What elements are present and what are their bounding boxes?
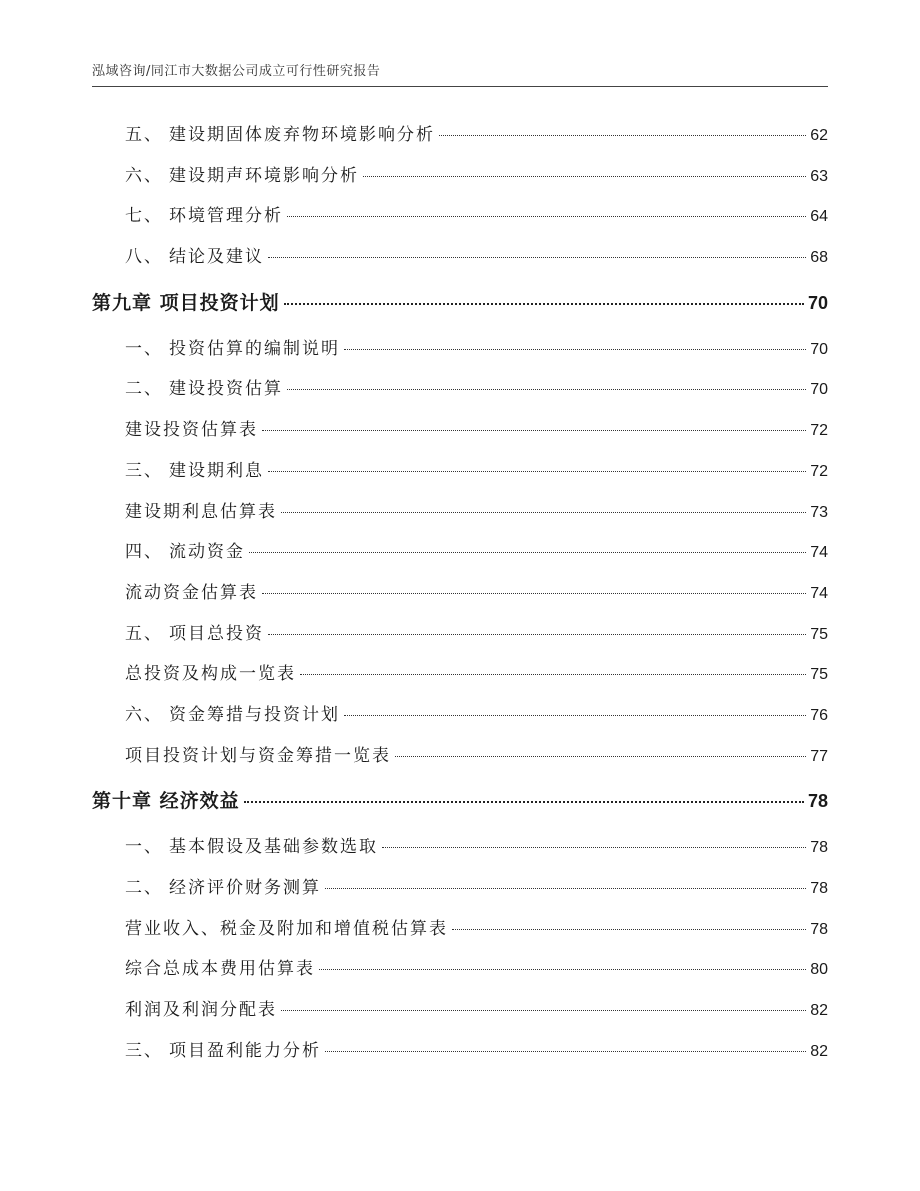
toc-entry[interactable]	[92, 695, 828, 736]
toc-entry-title: 项目投资计划与资金筹措一览表	[125, 745, 391, 766]
header-title: 泓域咨询/同江市大数据公司成立可行性研究报告	[92, 64, 381, 79]
toc-chapter[interactable]	[92, 278, 828, 329]
toc-entry-number: 三、	[125, 460, 163, 481]
toc-entry-title: 项目盈利能力分析	[169, 1040, 321, 1061]
toc-entry[interactable]	[92, 369, 828, 410]
toc-entry-page: 76	[810, 706, 828, 724]
toc-entry-page: 72	[810, 422, 828, 440]
toc-entry-page: 74	[810, 584, 828, 602]
toc-chapter-title: 第十章 经济效益	[92, 790, 240, 813]
toc-entry-page: 62	[810, 127, 828, 144]
toc-entry-number: 六、	[125, 704, 163, 725]
toc-entry-page: 82	[810, 1042, 828, 1060]
toc-table-entry[interactable]	[92, 990, 828, 1031]
toc-entry-title: 建设期固体废弃物环境影响分析	[169, 125, 435, 145]
toc-table-entry[interactable]	[92, 949, 828, 990]
toc-entry[interactable]	[92, 156, 828, 197]
toc-entry-page: 74	[810, 544, 828, 562]
toc-entry[interactable]	[92, 451, 828, 492]
toc-entry-page: 64	[810, 208, 828, 226]
toc-entry-number: 五、	[125, 623, 163, 644]
dot-leader	[344, 348, 806, 350]
toc-entry-title: 环境管理分析	[169, 206, 283, 227]
dot-leader	[268, 256, 806, 258]
dot-leader	[363, 175, 806, 177]
dot-leader	[244, 800, 804, 803]
toc-entry-page: 73	[810, 503, 828, 521]
toc-entry-number: 七、	[125, 206, 163, 227]
dot-leader	[344, 714, 806, 716]
toc-entry-page: 77	[810, 747, 828, 765]
toc-entry-number: 一、	[125, 837, 163, 858]
toc-entry[interactable]	[92, 614, 828, 655]
table-of-contents	[92, 115, 828, 1071]
toc-entry-title: 结论及建议	[169, 247, 264, 268]
toc-entry-page: 75	[810, 666, 828, 684]
toc-entry-page: 68	[810, 249, 828, 267]
dot-leader	[268, 470, 806, 472]
toc-entry-title: 资金筹措与投资计划	[169, 704, 340, 725]
dot-leader	[395, 755, 806, 757]
toc-entry[interactable]	[92, 196, 828, 237]
toc-chapter-page: 78	[807, 791, 828, 812]
toc-entry-title: 建设期利息估算表	[125, 501, 277, 522]
toc-entry[interactable]	[92, 868, 828, 909]
toc-entry-title: 营业收入、税金及附加和增值税估算表	[125, 918, 448, 939]
dot-leader	[284, 302, 804, 305]
toc-entry-page: 70	[810, 381, 828, 399]
toc-entry-number: 六、	[125, 165, 163, 186]
dot-leader	[300, 673, 806, 675]
toc-entry-title: 流动资金	[169, 542, 245, 563]
toc-entry-title: 建设投资估算表	[125, 420, 258, 441]
toc-table-entry[interactable]	[92, 736, 828, 777]
toc-entry-page: 63	[810, 167, 828, 185]
dot-leader	[249, 551, 806, 553]
toc-entry-title: 利润及利润分配表	[125, 1000, 277, 1021]
toc-entry-title: 基本假设及基础参数选取	[169, 837, 378, 858]
toc-chapter-title: 第九章 项目投资计划	[92, 291, 280, 314]
toc-entry-number: 三、	[125, 1040, 163, 1061]
toc-entry[interactable]	[92, 115, 828, 156]
dot-leader	[268, 633, 806, 635]
toc-entry-title: 经济评价财务测算	[169, 878, 321, 898]
toc-entry-number: 四、	[125, 542, 163, 563]
toc-entry-page: 82	[810, 1002, 828, 1020]
toc-entry-number: 五、	[125, 125, 163, 145]
toc-entry-title: 建设投资估算	[169, 379, 283, 400]
toc-entry-number: 二、	[125, 379, 163, 400]
toc-entry-page: 78	[810, 839, 828, 857]
dot-leader	[281, 1009, 806, 1011]
dot-leader	[262, 429, 806, 431]
toc-table-entry[interactable]	[92, 492, 828, 533]
toc-entry-page: 72	[810, 462, 828, 480]
toc-table-entry[interactable]	[92, 573, 828, 614]
toc-entry-title: 总投资及构成一览表	[125, 664, 296, 685]
page-header	[92, 60, 828, 87]
toc-table-entry[interactable]	[92, 909, 828, 950]
toc-entry[interactable]	[92, 532, 828, 573]
toc-entry-number: 二、	[125, 878, 163, 898]
dot-leader	[382, 846, 806, 848]
toc-entry-title: 建设期利息	[169, 460, 264, 481]
toc-entry[interactable]	[92, 1031, 828, 1072]
dot-leader	[452, 928, 806, 930]
dot-leader	[287, 215, 806, 217]
toc-chapter-page: 70	[807, 292, 828, 313]
toc-chapter[interactable]	[92, 776, 828, 827]
toc-entry-title: 项目总投资	[169, 623, 264, 644]
toc-entry[interactable]	[92, 329, 828, 370]
dot-leader	[281, 511, 806, 513]
toc-entry-page: 78	[810, 920, 828, 938]
toc-entry-title: 投资估算的编制说明	[169, 338, 340, 359]
dot-leader	[439, 134, 806, 136]
toc-entry-page: 80	[810, 961, 828, 979]
toc-entry-page: 78	[810, 880, 828, 897]
toc-entry-number: 八、	[125, 247, 163, 268]
toc-table-entry[interactable]	[92, 654, 828, 695]
dot-leader	[325, 887, 806, 889]
toc-entry-number: 一、	[125, 338, 163, 359]
toc-table-entry[interactable]	[92, 410, 828, 451]
dot-leader	[287, 388, 806, 390]
toc-entry-title: 建设期声环境影响分析	[169, 165, 359, 186]
toc-entry[interactable]	[92, 827, 828, 868]
toc-entry-page: 75	[810, 625, 828, 643]
toc-entry-page: 70	[810, 340, 828, 358]
dot-leader	[325, 1050, 806, 1052]
toc-entry-title: 流动资金估算表	[125, 582, 258, 603]
dot-leader	[262, 592, 806, 594]
dot-leader	[319, 968, 806, 970]
toc-entry[interactable]	[92, 237, 828, 278]
toc-entry-title: 综合总成本费用估算表	[125, 959, 315, 980]
